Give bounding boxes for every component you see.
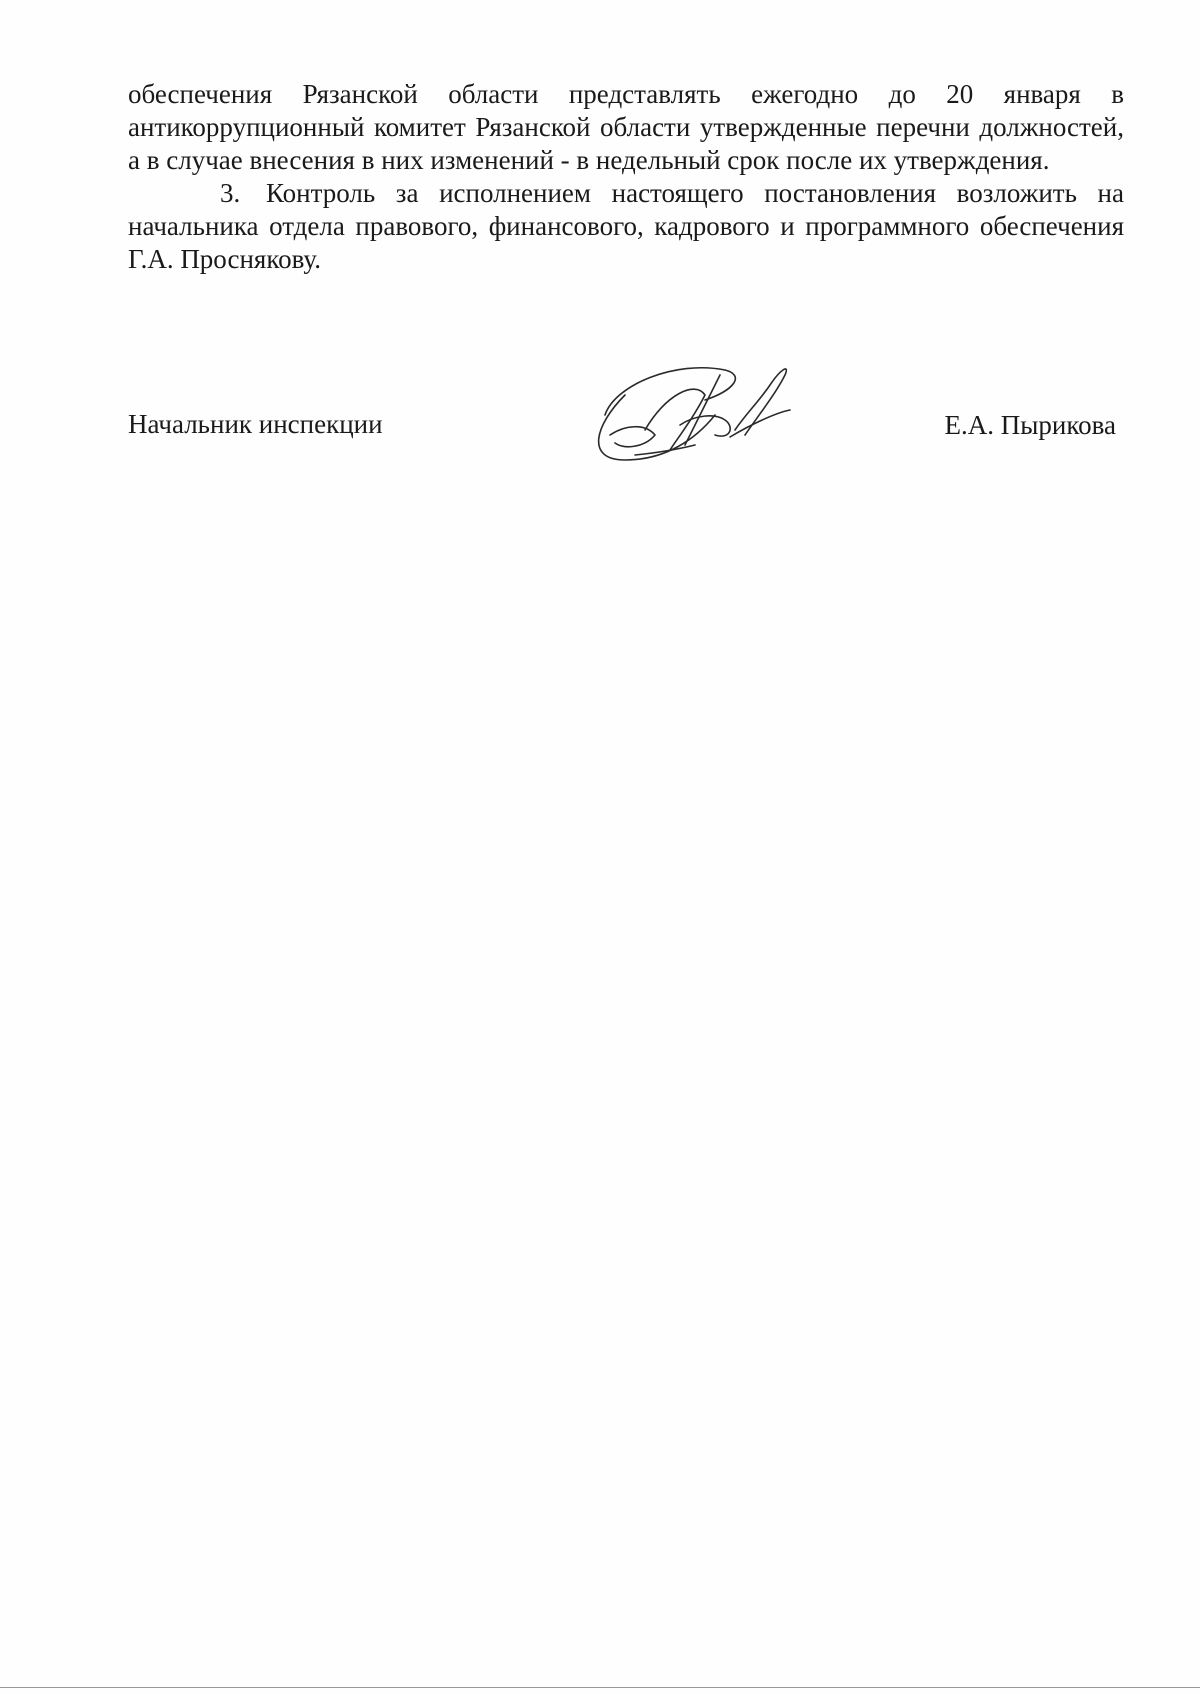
item-text: Контроль за исполнением настоящего постановления возложить на начальника отдела правового, финансового, кадрового и программного обеспечения Г.А. Проснякову. [128,178,1124,274]
page-bottom-edge [0,1687,1200,1688]
signatory-position-title: Начальник инспекции [128,409,383,439]
document-body [128,78,1124,276]
item-number: 3. [220,178,241,208]
signer-name: Е.А. Пырикова [944,410,1116,440]
handwritten-signature [585,355,825,475]
paragraph-continuation: обеспечения Рязанской области представлять ежегодно до 20 января в антикоррупционный комитет Рязанской области утвержденные перечни должностей, а в случае внесения в них изменений - в недельный срок после их утверждения. [128,79,1124,175]
paragraph-item-3 [128,177,1124,276]
